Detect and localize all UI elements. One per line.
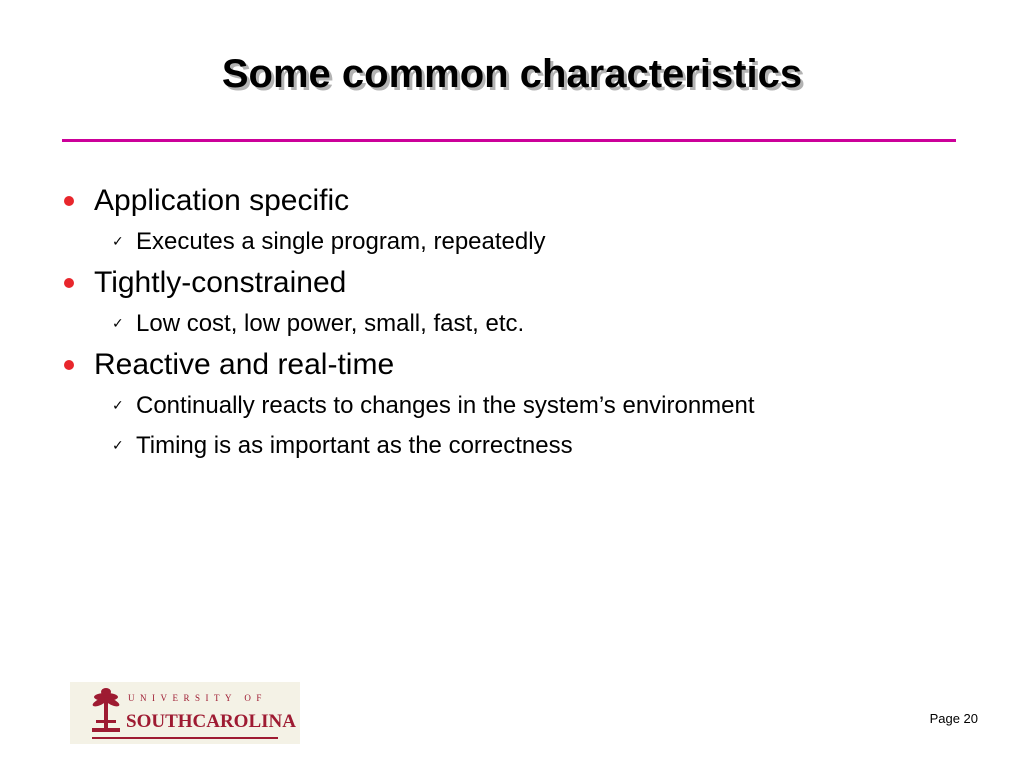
bullet-list	[60, 180, 980, 466]
sub-bullet-item	[60, 222, 980, 262]
sub-bullet-text: Timing is as important as the correctness	[136, 432, 573, 459]
palmetto-tree-icon	[91, 688, 120, 732]
sub-bullet-item	[60, 426, 980, 466]
sub-bullet-text: Continually reacts to changes in the system’s environment	[136, 392, 755, 419]
bullet-text: Reactive and real-time	[94, 348, 395, 381]
university-logo	[70, 682, 300, 744]
logo-line-2: SOUTHCAROLINA	[126, 711, 296, 732]
logo-line-1: UNIVERSITY OF	[128, 693, 267, 703]
checkmark-icon: ✓	[112, 234, 124, 250]
sub-bullet-item	[60, 386, 980, 426]
checkmark-icon: ✓	[112, 316, 124, 332]
title-divider	[62, 139, 956, 142]
bullet-dot-icon	[64, 278, 74, 288]
bullet-item	[60, 344, 980, 386]
bullet-text: Application specific	[94, 184, 350, 217]
bullet-dot-icon	[64, 196, 74, 206]
bullet-text: Tightly-constrained	[94, 266, 347, 299]
checkmark-icon: ✓	[112, 438, 124, 454]
sub-bullet-text: Executes a single program, repeatedly	[136, 228, 546, 255]
checkmark-icon: ✓	[112, 398, 124, 414]
bullet-item	[60, 180, 980, 222]
sub-bullet-item	[60, 304, 980, 344]
bullet-item	[60, 262, 980, 304]
bullet-dot-icon	[64, 360, 74, 370]
page-number: Page 20	[929, 711, 978, 726]
slide-title: Some common characteristics	[221, 52, 803, 96]
sub-bullet-text: Low cost, low power, small, fast, etc.	[136, 310, 525, 337]
